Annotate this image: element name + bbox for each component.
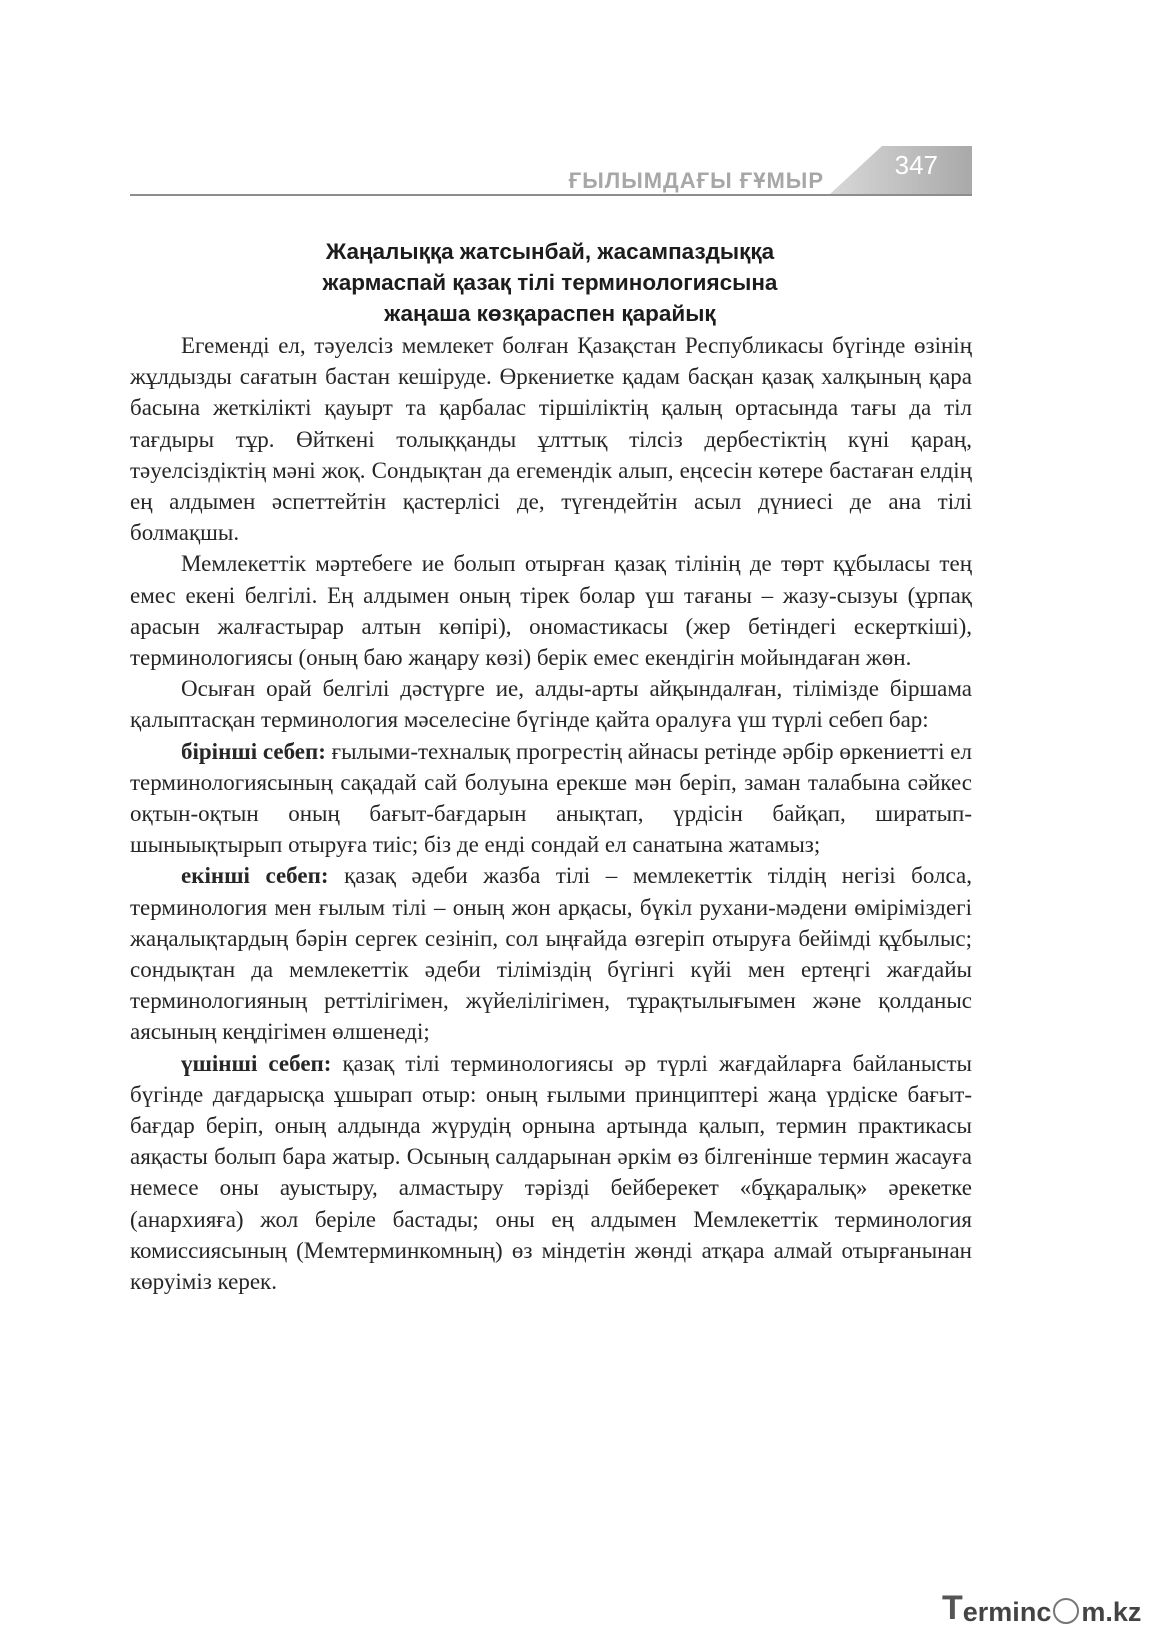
paragraph: Мемлекеттік мәртебеге ие болып отырған қазақ тілінің де төрт құбыласы тең емес екені белгілі. Ең алдымен оның тірек болар үш тағаны – жазу-сызуы (ұрпақ арасын жалғастырар алтын көпірі), ономастикасы (жер бетіндегі ескерткіші), терминологиясы (оның баю жаңару көзі) берік емес екендігін мойындаған жөн. <box>130 551 972 671</box>
logo-text-part: c <box>1036 1597 1052 1627</box>
title-line: жаңаша көзқараспен қарайық <box>384 301 716 326</box>
logo-letter-t: T <box>942 1589 963 1627</box>
reason-paragraph <box>130 736 972 861</box>
article-title <box>180 236 920 329</box>
title-line: жармаспай қазақ тілі терминологиясына <box>322 270 778 295</box>
reason-text: қазақ тілі терминологиясы әр түрлі жағдайларға байланысты бүгінде дағдарысқа ұшырап отыр: оның ғылыми принциптері жаңа үрдіске бағыт-бағдар беріп, оның алдында жүрудің орнына артында қалып, термин практикасы аяқасты болып бара жатыр. Осының салдарынан әркім өз білгенінше термин жасауға немесе оны ауыстыру, алмастыру тәрізді бейберекет «бұқаралық» әрекетке (анархияға) жол беріле бастады; оны ең алдымен Мемлекеттік терминология комиссиясының (Мемтерминкомның) өз міндетін жөнді атқара алмай отырғанынан көруіміз керек. <box>130 1050 972 1295</box>
running-header-title: ҒЫЛЫМДАҒЫ ҒҰМЫР <box>568 168 824 193</box>
paragraph: Егеменді ел, тәуелсіз мемлекет болған Қазақстан Республикасы бүгінде өзінің жұлдызды сағатын бастан кешіруде. Өркениетке қадам басқан қазақ халқының қара басына жеткілікті қауырт та қарбалас тіршіліктің қалың ортасында тағы да тіл тағдыры тұр. Өйткені толыққанды ұлттық тілсіз дербестіктің күні қараң, тәуелсіздіктің мәні жоқ. Сондықтан да егемендік алып, еңсесін көтере бастаған елдің ең алдымен әспеттейтін қастерлісі де, түгендейтін асыл дүниесі де ана тілі болмақшы. <box>130 333 972 546</box>
reason-paragraph <box>130 1048 972 1298</box>
title-line: Жаңалыққа жатсынбай, жасампаздыққа <box>325 239 775 264</box>
logo-text-part: ermin <box>962 1597 1037 1627</box>
reason-label: бірінші себеп: <box>181 738 326 764</box>
reason-text: ғылыми-техналық прогрестің айнасы ретінде әрбір өркениетті ел терминологиясының сақадай сай болуына ерекше мән беріп, заман талабына сәйкес оқтын-оқтын оның бағыт-бағдарын анықтап, үрдісін байқап, ширатып-шыныықтырып отыруға тиіс; біз де енді сондай ел санатына жатамыз; <box>130 738 972 858</box>
header-rule <box>130 194 972 196</box>
paragraph: Осыған орай белгілі дәстүрге ие, алды-арты айқындалған, тілімізде біршама қалыптасқан терминология мәселесіне бүгінде қайта оралуға үш түрлі себеп бар: <box>130 676 972 733</box>
magnifier-icon <box>1053 1598 1079 1624</box>
page-number: 347 <box>894 150 938 180</box>
termincom-logo <box>942 1589 1142 1628</box>
reason-label: екінші себеп: <box>181 863 329 889</box>
reason-paragraph <box>130 860 972 1047</box>
reason-label: үшінші себеп: <box>181 1050 332 1076</box>
page-header <box>130 146 972 196</box>
reason-text: қазақ әдеби жазба тілі – мемлекеттік тілдің негізі болса, терминология мен ғылым тілі – оның жон арқасы, бүкіл рухани-мәдени өміріміздегі жаңалықтардың бәрін сергек сезініп, сол ыңғайда өзгеріп отыруға бейімді құбылыс; сондықтан да мемлекеттік әдеби тіліміздің бүгінгі күйі мен ертеңгі жағдайы терминологияның реттілігімен, жүйелілігімен, тұрақтылығымен және қолданыс аясының кеңдігімен өлшенеді; <box>130 863 972 1045</box>
article-body <box>130 330 972 1297</box>
logo-text-part: m.kz <box>1081 1597 1142 1627</box>
